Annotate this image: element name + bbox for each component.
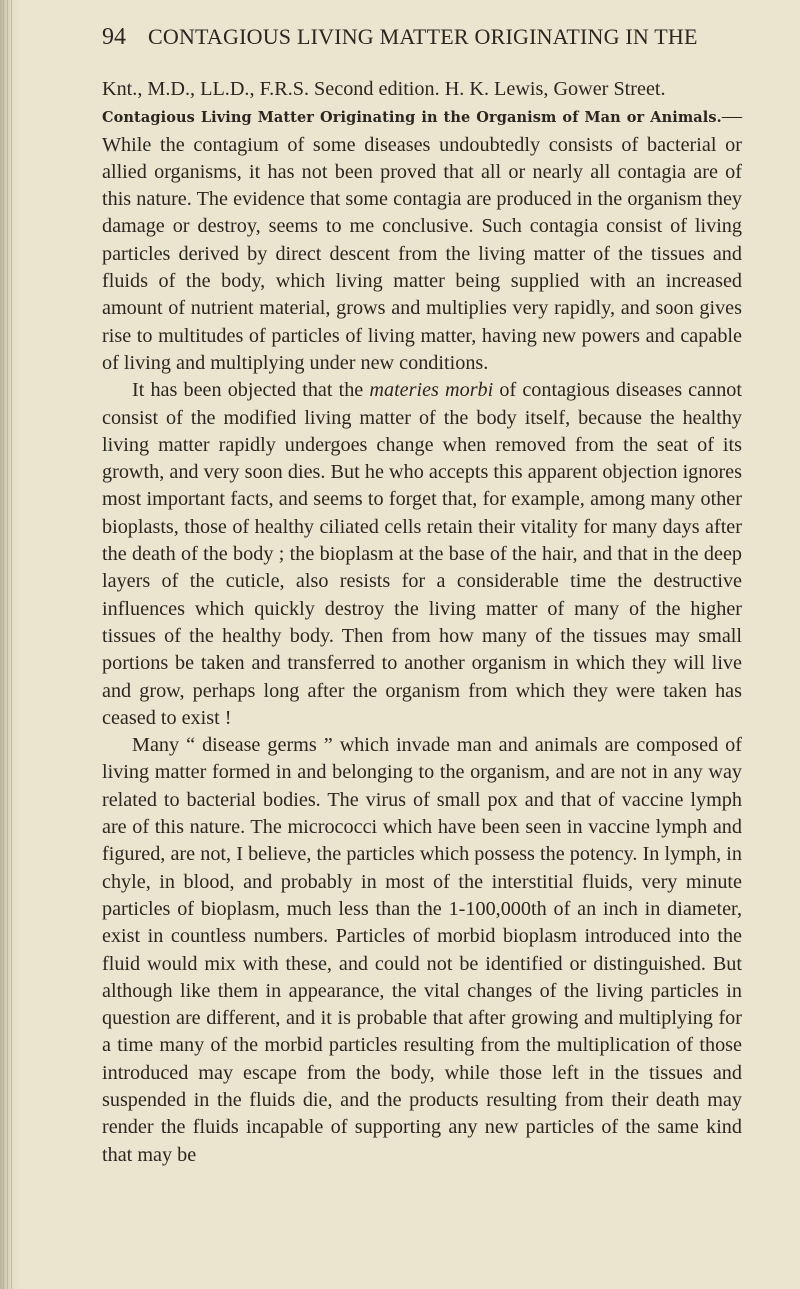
paragraph-2 bbox=[102, 377, 742, 732]
paragraph-3: Many “ disease germs ” which invade man and animals are composed of living matter formed in and belonging to the organism, and are not in any way related to bacterial bodies. The virus of small pox and that of vaccine lymph are of this nature. The micrococci which have been seen in vaccine lymph and figured, are not, I believe, the particles which possess the potency. In lymph, in chyle, in blood, and probably in most of the interstitial fluids, very minute particles of bioplasm, much less than the 1-100,000th of an inch in diameter, exist in countless numbers. Particles of morbid bioplasm introduced into the fluid would mix with these, and could not be identified or distinguished. But although like them in appearance, the vital changes of the living particles in question are different, and it is probable that after growing and multiplying for a time many of the morbid particles resulting from the multiplication of those introduced may escape from the body, while those left in the tissues and suspended in the fluids die, and the products resulting from their death may render the fluids incapable of supporting any new particles of the same kind that may be bbox=[102, 734, 742, 1166]
section-lead-text: —While the contagium of some diseases undoubtedly consists of bacterial or allied organisms, it has not been proved that all or nearly all contagia are of this nature. The evidence that some contagia are produced in the organism they damage or destroy, seems to me conclusive. Such contagia consist of living particles derived by direct descent from the living matter of the tissues and fluids of the body, which living matter being supplied with an increased amount of nutrient material, grows and multiplies very rapidly, and soon gives rise to multitudes of particles of living matter, having new powers and capable of living and multiplying under new conditions. bbox=[102, 105, 742, 374]
paragraph-2-before: It has been objected that the bbox=[132, 379, 370, 402]
page-edge-line bbox=[7, 0, 8, 1289]
page-edge-line bbox=[11, 0, 12, 1289]
paragraph-2-italic: materies morbi bbox=[369, 379, 494, 402]
section-paragraph bbox=[102, 103, 742, 377]
running-title: CONTAGIOUS LIVING MATTER ORIGINATING IN THE bbox=[148, 24, 698, 49]
page-header bbox=[102, 18, 742, 58]
opening-text: Knt., M.D., LL.D., F.R.S. Second edition. H. K. Lewis, Gower Street. bbox=[102, 78, 666, 100]
body-text bbox=[102, 76, 742, 1169]
page-edge bbox=[0, 0, 20, 1289]
section-heading: Contagious Living Matter Originating in the Organism of Man or Animals. bbox=[102, 109, 722, 127]
paragraph-2-after: of contagious diseases cannot consist of the modified living matter of the body itself, because the healthy living matter rapidly undergoes change when removed from the seat of its growth, and very soon dies. But he who accepts this apparent objection ignores most important facts, and seems to forget that, for example, among many other bioplasts, those of healthy ciliated cells retain their vitality for many days after the death of the body ; the bioplasm at the base of the hair, and that in the deep layers of the cuticle, also resists for a considerable time the destructive influences which quickly destroy the living matter of many of the higher tissues of the healthy body. Then from how many of the tissues may small portions be taken and transferred to another organism in which they will live and grow, perhaps long after the organism from which they were taken has ceased to exist ! bbox=[102, 379, 742, 729]
page-edge-line bbox=[3, 0, 4, 1289]
page-number: 94 bbox=[102, 24, 126, 50]
